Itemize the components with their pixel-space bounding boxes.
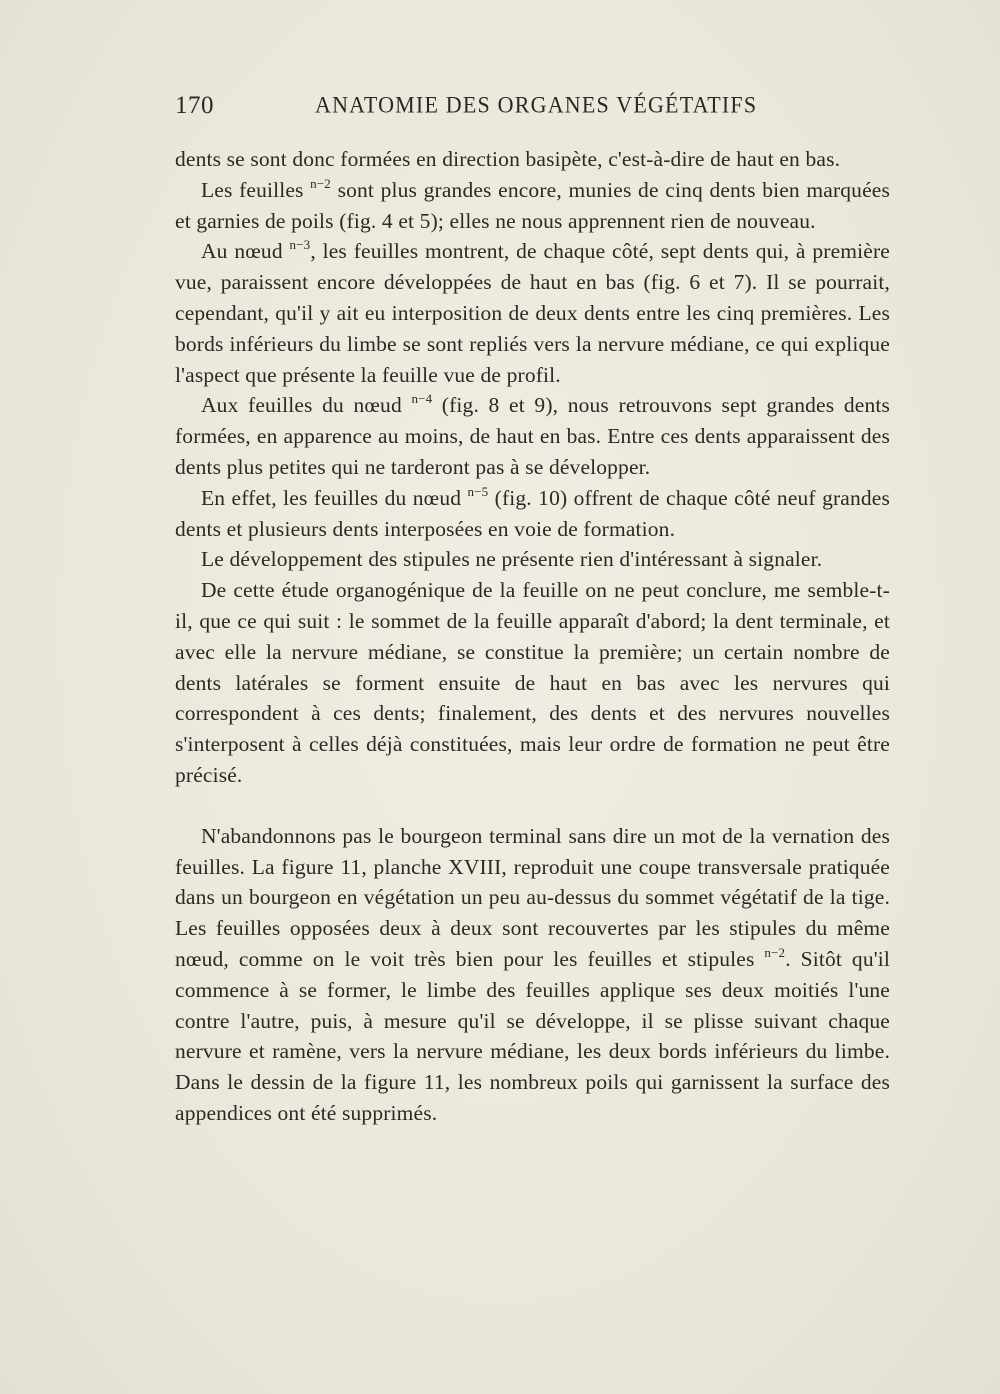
text-run: Le développement des stipules ne présente rien d'intéressant à signaler. [201,547,823,572]
paragraph [175,236,890,390]
node-superscript: n−3 [289,237,311,253]
text-run: (fig. 8 et 9), nous retrouvons sept grandes dents formées, en apparence au moins, de haut en bas. Entre ces dents apparaissent des dents plus petites qui ne tarderont pas à se développer. [175,393,890,479]
text-run: De cette étude organogénique de la feuille on ne peut conclure, me semble-t-il, que ce qui suit : le sommet de la feuille apparaît d'abord; la dent terminale, et avec elle la nervure médiane, se constitue la première; un certain nombre de dents latérales se forment ensuite de haut en bas avec les nervures qui correspondent à ces dents; finalement, des dents et des nervures nouvelles s'interposent à celles déjà constituées, mais leur ordre de formation ne peut être précisé. [175,578,890,787]
text-run: . Sitôt qu'il commence à se former, le limbe des feuilles applique ses deux moitiés l'une contre l'autre, puis, à mesure qu'il se développe, il se plisse suivant chaque nervure et ramène, vers la nervure médiane, les deux bords inférieurs du limbe. Dans le dessin de la figure 11, les nombreux poils qui garnissent la surface des appendices ont été supprimés. [175,946,890,1125]
text-run: En effet, les feuilles du nœud [201,485,468,510]
paragraph [175,144,890,175]
text-run: Les feuilles [201,177,311,202]
running-title: ANATOMIE DES ORGANES VÉGÉTATIFS [315,91,758,118]
node-superscript: n−2 [310,175,331,191]
paragraph [175,575,890,791]
text-run: N'abandonnons pas le bourgeon terminal sans dire un mot de la vernation des feuilles. La figure 11, planche XVIII, reproduit une coupe transversale pratiquée dans un bourgeon en végétation un peu au-dessus du sommet végétatif de la tige. Les feuilles opposées deux à deux sont recouvertes par les stipules du même nœud, comme on le voit très bien pour les feuilles et stipules [175,823,890,971]
page-header [175,92,890,128]
node-superscript: n−5 [467,483,489,499]
paragraph [175,390,890,482]
text-run: Au nœud [201,239,290,264]
text-run: Aux feuilles du nœud [201,393,412,418]
paragraph [175,175,890,237]
text-run: (fig. 10) offrent de chaque côté neuf grandes dents et plusieurs dents interposées en voie de formation. [175,485,890,541]
paragraph [175,544,890,575]
text-run: , les feuilles montrent, de chaque côté, sept dents qui, à première vue, paraissent encore développées de haut en bas (fig. 6 et 7). Il se pourrait, cependant, qu'il y ait eu interposition de deux dents entre les cinq premières. Les bords inférieurs du limbe se sont repliés vers la nervure médiane, ce qui explique l'aspect que présente la feuille vue de profil. [175,239,890,387]
page-number: 170 [175,92,214,119]
node-superscript: n−2 [764,944,786,960]
body-text [175,144,890,1129]
text-run: sont plus grandes encore, munies de cinq dents bien marquées et garnies de poils (fig. 4 et 5); elles ne nous apprennent rien de nouveau. [175,177,890,233]
node-superscript: n−4 [411,391,433,407]
paragraph [175,483,890,545]
text-run: dents se sont donc formées en direction basipète, c'est-à-dire de haut en bas. [175,147,841,171]
paragraph [175,821,890,1129]
